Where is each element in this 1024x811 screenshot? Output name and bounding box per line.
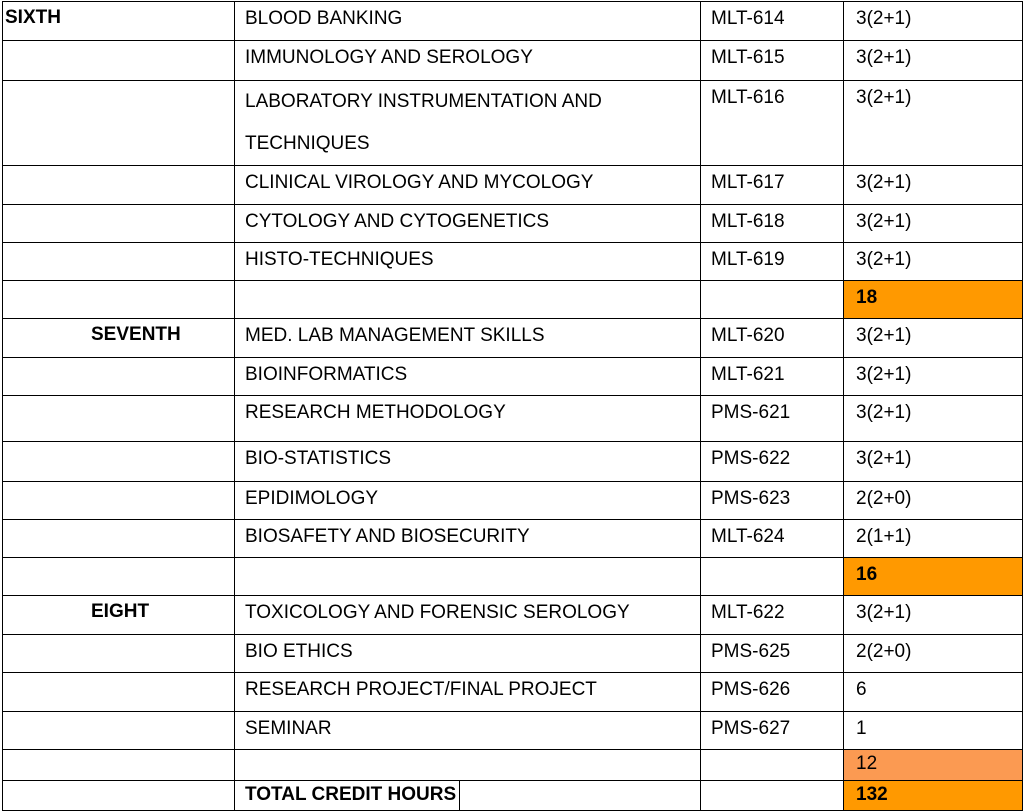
subject-cell: EPIDIMOLOGY — [235, 482, 701, 520]
subject-cell — [235, 558, 701, 596]
subject-cell: SEMINAR — [235, 712, 701, 750]
credit-cell: 3(2+1) — [844, 205, 1023, 243]
table-row — [3, 712, 1023, 750]
course-code-cell: MLT-622 — [701, 596, 844, 635]
credit-cell: 3(2+1) — [844, 358, 1023, 396]
course-code-cell: PMS-626 — [701, 673, 844, 712]
table-row — [3, 396, 1023, 442]
total-code-cell — [701, 781, 844, 811]
semester-cell — [3, 358, 235, 396]
semester-cell — [3, 712, 235, 750]
credit-cell: 3(2+1) — [844, 396, 1023, 442]
table-row — [3, 358, 1023, 396]
table-row — [3, 442, 1023, 482]
subject-cell: RESEARCH METHODOLOGY — [235, 396, 701, 442]
semester-cell — [3, 41, 235, 81]
credit-cell: 3(2+1) — [844, 166, 1023, 205]
course-code-cell: MLT-621 — [701, 358, 844, 396]
total-row — [3, 781, 1023, 811]
credit-cell: 3(2+1) — [844, 243, 1023, 281]
course-code-cell: PMS-622 — [701, 442, 844, 482]
subtotal-credit-cell: 12 — [844, 750, 1023, 781]
course-code-cell — [701, 750, 844, 781]
semester-cell — [3, 635, 235, 673]
credit-cell: 3(2+1) — [844, 2, 1023, 41]
semester-cell — [3, 558, 235, 596]
course-code-cell: PMS-623 — [701, 482, 844, 520]
semester-cell — [3, 482, 235, 520]
table-row — [3, 243, 1023, 281]
course-code-cell: MLT-624 — [701, 520, 844, 558]
course-code-cell: MLT-619 — [701, 243, 844, 281]
subject-cell: BLOOD BANKING — [235, 2, 701, 41]
table-row — [3, 673, 1023, 712]
semester-cell: EIGHT — [3, 596, 235, 635]
semester-cell: SIXTH — [3, 2, 235, 41]
subject-cell: CLINICAL VIROLOGY AND MYCOLOGY — [235, 166, 701, 205]
course-code-cell: MLT-615 — [701, 41, 844, 81]
semester-cell — [3, 81, 235, 166]
credit-hours-table — [2, 1, 1023, 811]
subject-cell: BIOSAFETY AND BIOSECURITY — [235, 520, 701, 558]
semester-cell — [3, 396, 235, 442]
credit-cell: 2(2+0) — [844, 635, 1023, 673]
subject-cell: CYTOLOGY AND CYTOGENETICS — [235, 205, 701, 243]
course-code-cell: MLT-618 — [701, 205, 844, 243]
table-row — [3, 166, 1023, 205]
table-row — [3, 635, 1023, 673]
course-code-cell — [701, 558, 844, 596]
semester-cell — [3, 205, 235, 243]
credit-cell: 3(2+1) — [844, 81, 1023, 166]
subtotal-row — [3, 750, 1023, 781]
credit-cell: 3(2+1) — [844, 319, 1023, 358]
subject-cell: LABORATORY INSTRUMENTATION AND TECHNIQUES — [235, 81, 701, 166]
table-row — [3, 596, 1023, 635]
total-credit-cell: 132 — [844, 781, 1023, 811]
credit-cell: 2(1+1) — [844, 520, 1023, 558]
subject-cell: RESEARCH PROJECT/FINAL PROJECT — [235, 673, 701, 712]
subtotal-credit-cell: 18 — [844, 281, 1023, 319]
course-code-cell: MLT-617 — [701, 166, 844, 205]
course-code-cell: PMS-627 — [701, 712, 844, 750]
semester-cell — [3, 750, 235, 781]
table-row — [3, 205, 1023, 243]
subject-cell — [235, 281, 701, 319]
semester-cell — [3, 243, 235, 281]
subtotal-row — [3, 558, 1023, 596]
semester-cell — [3, 281, 235, 319]
course-code-cell: MLT-616 — [701, 81, 844, 166]
credit-cell: 3(2+1) — [844, 596, 1023, 635]
semester-cell — [3, 442, 235, 482]
credit-cell: 3(2+1) — [844, 41, 1023, 81]
table-row — [3, 482, 1023, 520]
subject-cell: HISTO-TECHNIQUES — [235, 243, 701, 281]
subject-cell: BIOINFORMATICS — [235, 358, 701, 396]
credit-cell: 6 — [844, 673, 1023, 712]
subject-cell: IMMUNOLOGY AND SEROLOGY — [235, 41, 701, 81]
course-code-cell: MLT-614 — [701, 2, 844, 41]
total-label: TOTAL CREDIT HOURS — [245, 784, 457, 805]
total-empty-cell — [3, 781, 235, 811]
credit-hours-table-container — [2, 1, 1022, 811]
table-row — [3, 520, 1023, 558]
subject-cell: MED. LAB MANAGEMENT SKILLS — [235, 319, 701, 358]
table-row — [3, 41, 1023, 81]
course-code-cell: PMS-625 — [701, 635, 844, 673]
credit-cell: 1 — [844, 712, 1023, 750]
total-label-cell — [235, 781, 701, 811]
subject-cell: TOXICOLOGY AND FORENSIC SEROLOGY — [235, 596, 701, 635]
course-code-cell: PMS-621 — [701, 396, 844, 442]
subtotal-credit-cell: 16 — [844, 558, 1023, 596]
table-row — [3, 2, 1023, 41]
course-code-cell: MLT-620 — [701, 319, 844, 358]
semester-cell — [3, 673, 235, 712]
subject-cell: BIO ETHICS — [235, 635, 701, 673]
semester-cell: SEVENTH — [3, 319, 235, 358]
semester-cell — [3, 520, 235, 558]
semester-cell — [3, 166, 235, 205]
credit-cell: 2(2+0) — [844, 482, 1023, 520]
credit-cell: 3(2+1) — [844, 442, 1023, 482]
table-row — [3, 81, 1023, 166]
course-code-cell — [701, 281, 844, 319]
subject-cell: BIO-STATISTICS — [235, 442, 701, 482]
table-row — [3, 319, 1023, 358]
subtotal-row — [3, 281, 1023, 319]
subject-cell — [235, 750, 701, 781]
